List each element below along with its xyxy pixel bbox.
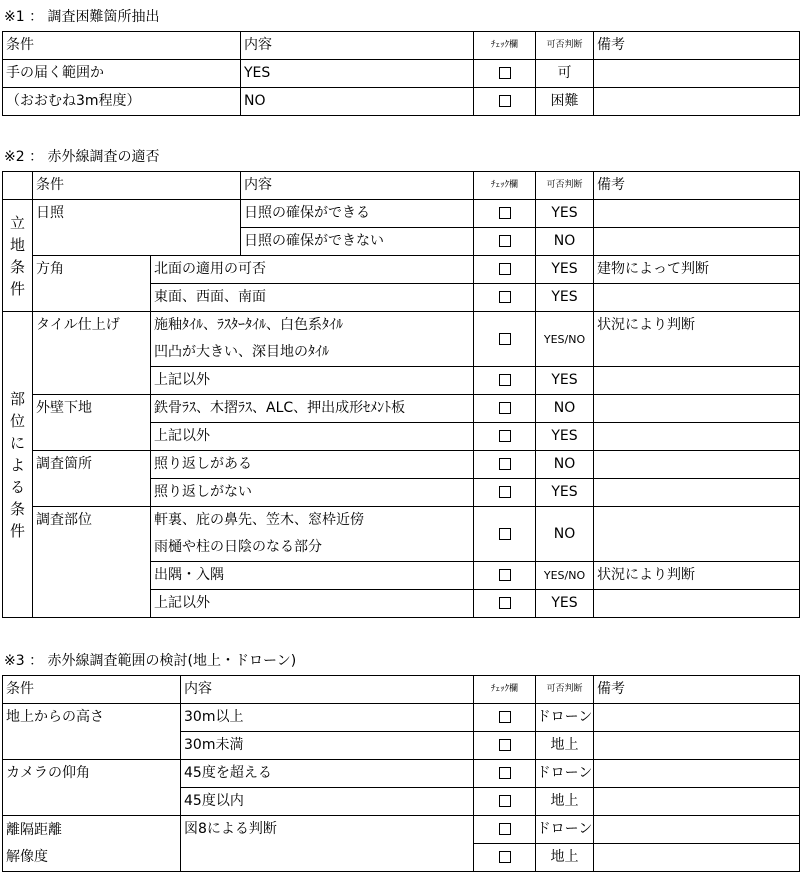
group-location-label: 立地条件 [9, 213, 25, 298]
checkbox[interactable] [499, 207, 511, 219]
header-note: 備考 [594, 172, 800, 200]
section1-title: ※1 ： 調査困難箇所抽出 [4, 9, 160, 25]
checkbox[interactable] [499, 402, 511, 414]
judge-cell: 地上 [536, 788, 594, 816]
checkbox[interactable] [499, 263, 511, 275]
note-cell [594, 395, 800, 423]
content-cell: 東面、西面、南面 [151, 284, 474, 312]
content-cell: 30m以上 [181, 704, 474, 732]
checkbox[interactable] [499, 67, 511, 79]
check-cell [474, 60, 536, 88]
cond-cell: 調査箇所 [33, 451, 151, 507]
table-header-row [3, 32, 800, 60]
group-part [3, 312, 33, 618]
note-cell [594, 423, 800, 451]
note-cell [594, 816, 800, 844]
cond-cell: 手の届く範囲か [3, 60, 241, 88]
check-cell [474, 312, 536, 367]
cond-line: 解像度 [6, 848, 48, 865]
header-judge: 可否判断 [536, 172, 594, 200]
section2-table [2, 171, 800, 618]
check-cell [474, 256, 536, 284]
header-note: 備考 [594, 32, 800, 60]
cond-cell: （おおむね3m程度） [3, 88, 241, 116]
checkbox[interactable] [499, 823, 511, 835]
content-cell: 45度以内 [181, 788, 474, 816]
table-row [3, 256, 800, 284]
judge-cell: YES/NO [536, 562, 594, 590]
check-cell [474, 704, 536, 732]
judge-cell: NO [536, 395, 594, 423]
section3-title: ※3 ： 赤外線調査範囲の検討(地上・ドローン) [4, 653, 297, 669]
checkbox[interactable] [499, 739, 511, 751]
check-cell [474, 732, 536, 760]
judge-cell: ドローン [536, 760, 594, 788]
checkbox[interactable] [499, 528, 511, 540]
table-row [3, 395, 800, 423]
header-content: 内容 [241, 172, 474, 200]
checkbox[interactable] [499, 95, 511, 107]
section2-title: ※2 ： 赤外線調査の適否 [4, 149, 160, 165]
content-cell: 30m未満 [181, 732, 474, 760]
content-cell: NO [241, 88, 474, 116]
note-cell [594, 732, 800, 760]
table-header-row [3, 172, 800, 200]
check-cell [474, 395, 536, 423]
group-location [3, 200, 33, 312]
checkbox[interactable] [499, 291, 511, 303]
content-cell: 図8による判断 [181, 816, 474, 872]
check-cell [474, 479, 536, 507]
header-cond: 条件 [33, 172, 241, 200]
check-cell [474, 562, 536, 590]
table-header-row [3, 676, 800, 704]
content-cell: 鉄骨ﾗｽ、木摺ﾗｽ、ALC、押出成形ｾﾒﾝﾄ板 [151, 395, 474, 423]
table-row [3, 816, 800, 844]
header-judge: 可否判断 [536, 676, 594, 704]
note-cell [594, 704, 800, 732]
section3-table [2, 675, 800, 872]
cond-cell: 調査部位 [33, 507, 151, 618]
content-cell: 北面の適用の可否 [151, 256, 474, 284]
table-row [3, 451, 800, 479]
table-row [3, 88, 800, 116]
note-cell: 状況により判断 [594, 562, 800, 590]
content-line: 凹凸が大きい、深目地のﾀｲﾙ [154, 344, 329, 360]
note-cell [594, 451, 800, 479]
checkbox[interactable] [499, 711, 511, 723]
content-cell: 出隅・入隅 [151, 562, 474, 590]
content-cell: 上記以外 [151, 423, 474, 451]
header-content: 内容 [241, 32, 474, 60]
cond-line: 離隔距離 [6, 821, 62, 838]
judge-cell: NO [536, 451, 594, 479]
checkbox[interactable] [499, 458, 511, 470]
check-cell [474, 760, 536, 788]
note-cell [594, 590, 800, 618]
cond-cell: 日照 [33, 200, 241, 256]
content-cell: 上記以外 [151, 590, 474, 618]
check-cell [474, 507, 536, 562]
note-cell [594, 228, 800, 256]
checkbox[interactable] [499, 569, 511, 581]
content-cell: 日照の確保ができる [241, 200, 474, 228]
checkbox[interactable] [499, 333, 511, 345]
content-line: 軒裏、庇の鼻先、笠木、窓枠近傍 [154, 512, 364, 528]
note-cell: 状況により判断 [594, 312, 800, 367]
check-cell [474, 423, 536, 451]
checkbox[interactable] [499, 597, 511, 609]
cond-cell: 地上からの高さ [3, 704, 181, 760]
judge-cell: ドローン [536, 816, 594, 844]
content-line: 施釉ﾀｲﾙ、ﾗｽﾀｰﾀｲﾙ、白色系ﾀｲﾙ [154, 317, 343, 333]
content-cell [151, 507, 474, 562]
note-cell [594, 284, 800, 312]
check-cell [474, 228, 536, 256]
content-cell: 45度を超える [181, 760, 474, 788]
judge-cell: YES [536, 284, 594, 312]
table-row [3, 60, 800, 88]
judge-cell: NO [536, 228, 594, 256]
check-cell [474, 816, 536, 844]
note-cell [594, 788, 800, 816]
check-cell [474, 788, 536, 816]
checkbox[interactable] [499, 767, 511, 779]
note-cell: 建物によって判断 [594, 256, 800, 284]
header-check: ﾁｪｯｸ欄 [474, 32, 536, 60]
cond-two-line [3, 817, 180, 871]
judge-cell: YES [536, 256, 594, 284]
group-part-label: 部位による条件 [9, 389, 25, 540]
cond-cell: タイル仕上げ [33, 312, 151, 395]
table-row [3, 200, 800, 228]
judge-cell: YES [536, 479, 594, 507]
cond-cell: カメラの仰角 [3, 760, 181, 816]
judge-cell: YES [536, 590, 594, 618]
content-cell: 日照の確保ができない [241, 228, 474, 256]
judge-cell: 可 [536, 60, 594, 88]
check-cell [474, 367, 536, 395]
section1-table [2, 31, 800, 116]
judge-cell: YES/NO [536, 312, 594, 367]
content-line: 雨樋や柱の日陰のなる部分 [154, 539, 322, 555]
cond-cell: 外壁下地 [33, 395, 151, 451]
check-cell [474, 451, 536, 479]
note-cell [594, 60, 800, 88]
cond-cell [3, 816, 181, 872]
note-cell [594, 479, 800, 507]
check-cell [474, 590, 536, 618]
blank-cell [3, 172, 33, 200]
checkbox[interactable] [499, 486, 511, 498]
judge-cell: 困難 [536, 88, 594, 116]
header-cond: 条件 [3, 32, 241, 60]
content-cell: 照り返しがある [151, 451, 474, 479]
header-content: 内容 [181, 676, 474, 704]
table-row [3, 704, 800, 732]
header-note: 備考 [594, 676, 800, 704]
header-check: ﾁｪｯｸ欄 [474, 676, 536, 704]
content-two-line [151, 507, 473, 561]
table-row [3, 760, 800, 788]
header-judge: 可否判断 [536, 32, 594, 60]
note-cell [594, 507, 800, 562]
judge-cell: YES [536, 367, 594, 395]
content-cell: 上記以外 [151, 367, 474, 395]
checkbox[interactable] [499, 430, 511, 442]
judge-cell: YES [536, 200, 594, 228]
checkbox[interactable] [499, 851, 511, 863]
check-cell [474, 200, 536, 228]
checkbox[interactable] [499, 235, 511, 247]
checkbox[interactable] [499, 374, 511, 386]
header-cond: 条件 [3, 676, 181, 704]
cond-cell: 方角 [33, 256, 151, 312]
check-cell [474, 88, 536, 116]
content-two-line [151, 312, 473, 366]
content-cell [151, 312, 474, 367]
content-cell: 照り返しがない [151, 479, 474, 507]
note-cell [594, 200, 800, 228]
check-cell [474, 284, 536, 312]
checkbox[interactable] [499, 795, 511, 807]
judge-cell: NO [536, 507, 594, 562]
note-cell [594, 88, 800, 116]
note-cell [594, 367, 800, 395]
judge-cell: 地上 [536, 732, 594, 760]
check-cell [474, 844, 536, 872]
judge-cell: YES [536, 423, 594, 451]
content-cell: YES [241, 60, 474, 88]
judge-cell: 地上 [536, 844, 594, 872]
judge-cell: ドローン [536, 704, 594, 732]
note-cell [594, 760, 800, 788]
header-check: ﾁｪｯｸ欄 [474, 172, 536, 200]
note-cell [594, 844, 800, 872]
